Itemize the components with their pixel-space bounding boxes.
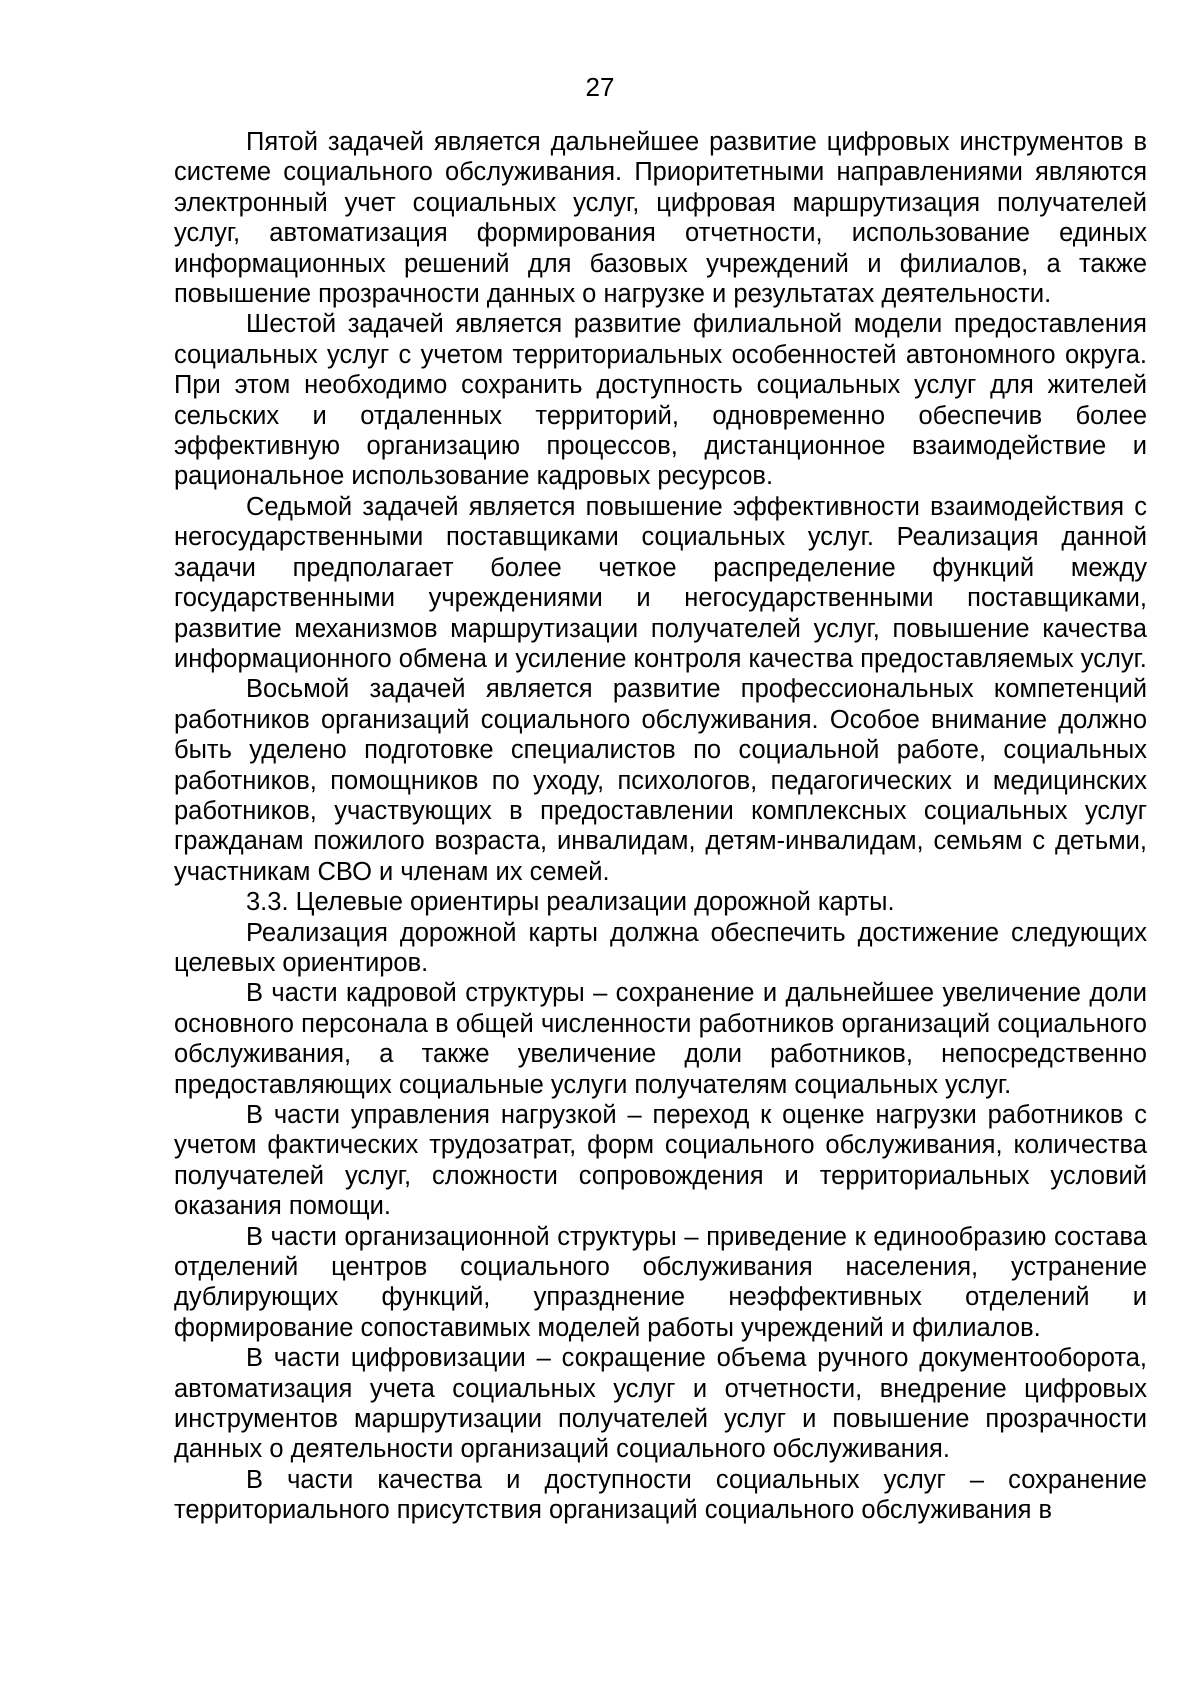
paragraph-task-8: Восьмой задачей является развитие профессиональных компетенций работников организаций социального обслуживания. Особое внимание должно быть уделено подготовке специалистов по социальной работе, социальных работников, помощников по уходу, психологов, педагогических и медицинских работников, участвующих в предоставлении комплексных социальных услуг гражданам пожилого возраста, инвалидам, детям-инвалидам, семьям с детьми, участникам СВО и членам их семей. (174, 675, 1147, 886)
paragraph-task-6: Шестой задачей является развитие филиальной модели предоставления социальных услуг с учетом территориальных особенностей автономного округа. При этом необходимо сохранить доступность социальных услуг для жителей сельских и отдаленных территорий, одновременно обеспечив более эффективную организацию процессов, дистанционное взаимодействие и рациональное использование кадровых ресурсов. (174, 310, 1147, 491)
paragraph-quality-access: В части качества и доступности социальных услуг – сохранение территориального присутствия организаций социального обслуживания в (174, 1465, 1147, 1525)
paragraph-targets-intro: Реализация дорожной карты должна обеспечить достижение следующих целевых ориентиров. (174, 918, 1147, 977)
paragraph-digitalization: В части цифровизации – сокращение объема ручного документооборота, автоматизация учета социальных услуг и отчетности, внедрение цифровых инструментов маршрутизации получателей услуг и повышение прозрачности данных о деятельности организаций социального обслуживания. (174, 1344, 1147, 1464)
paragraph-workload-management: В части управления нагрузкой – переход к оценке нагрузки работников с учетом фактических трудозатрат, форм социального обслуживания, количества получателей услуг, сложности сопровождения и территориальных условий оказания помощи. (174, 1101, 1147, 1221)
paragraph-task-7: Седьмой задачей является повышение эффективности взаимодействия с негосударственными поставщиками социальных услуг. Реализация данной задачи предполагает более четкое распределение функций между государственными учреждениями и негосударственными поставщиками, развитие механизмов маршрутизации получателей услуг, повышение качества информационного обмена и усиление контроля качества предоставляемых услуг. (174, 492, 1147, 673)
paragraph-organizational-structure: В части организационной структуры – приведение к единообразию состава отделений центров социального обслуживания населения, устранение дублирующих функций, упразднение неэффективных отделений и формирование сопоставимых моделей работы учреждений и филиалов. (174, 1222, 1147, 1342)
body-text (174, 127, 1147, 1526)
section-heading-3-3: 3.3. Целевые ориентиры реализации дорожной карты. (246, 888, 895, 917)
page-number: 27 (585, 72, 615, 102)
paragraph-staff-structure: В части кадровой структуры – сохранение и дальнейшее увеличение доли основного персонала в общей численности работников организаций социального обслуживания, а также увеличение доли работников, непосредственно предоставляющих социальные услуги получателям социальных услуг. (174, 979, 1147, 1099)
paragraph-task-5: Пятой задачей является дальнейшее развитие цифровых инструментов в системе социального обслуживания. Приоритетными направлениями являются электронный учет социальных услуг, цифровая маршрутизация получателей услуг, автоматизация формирования отчетности, использование единых информационных решений для базовых учреждений и филиалов, а также повышение прозрачности данных о нагрузке и результатах деятельности. (174, 128, 1147, 309)
